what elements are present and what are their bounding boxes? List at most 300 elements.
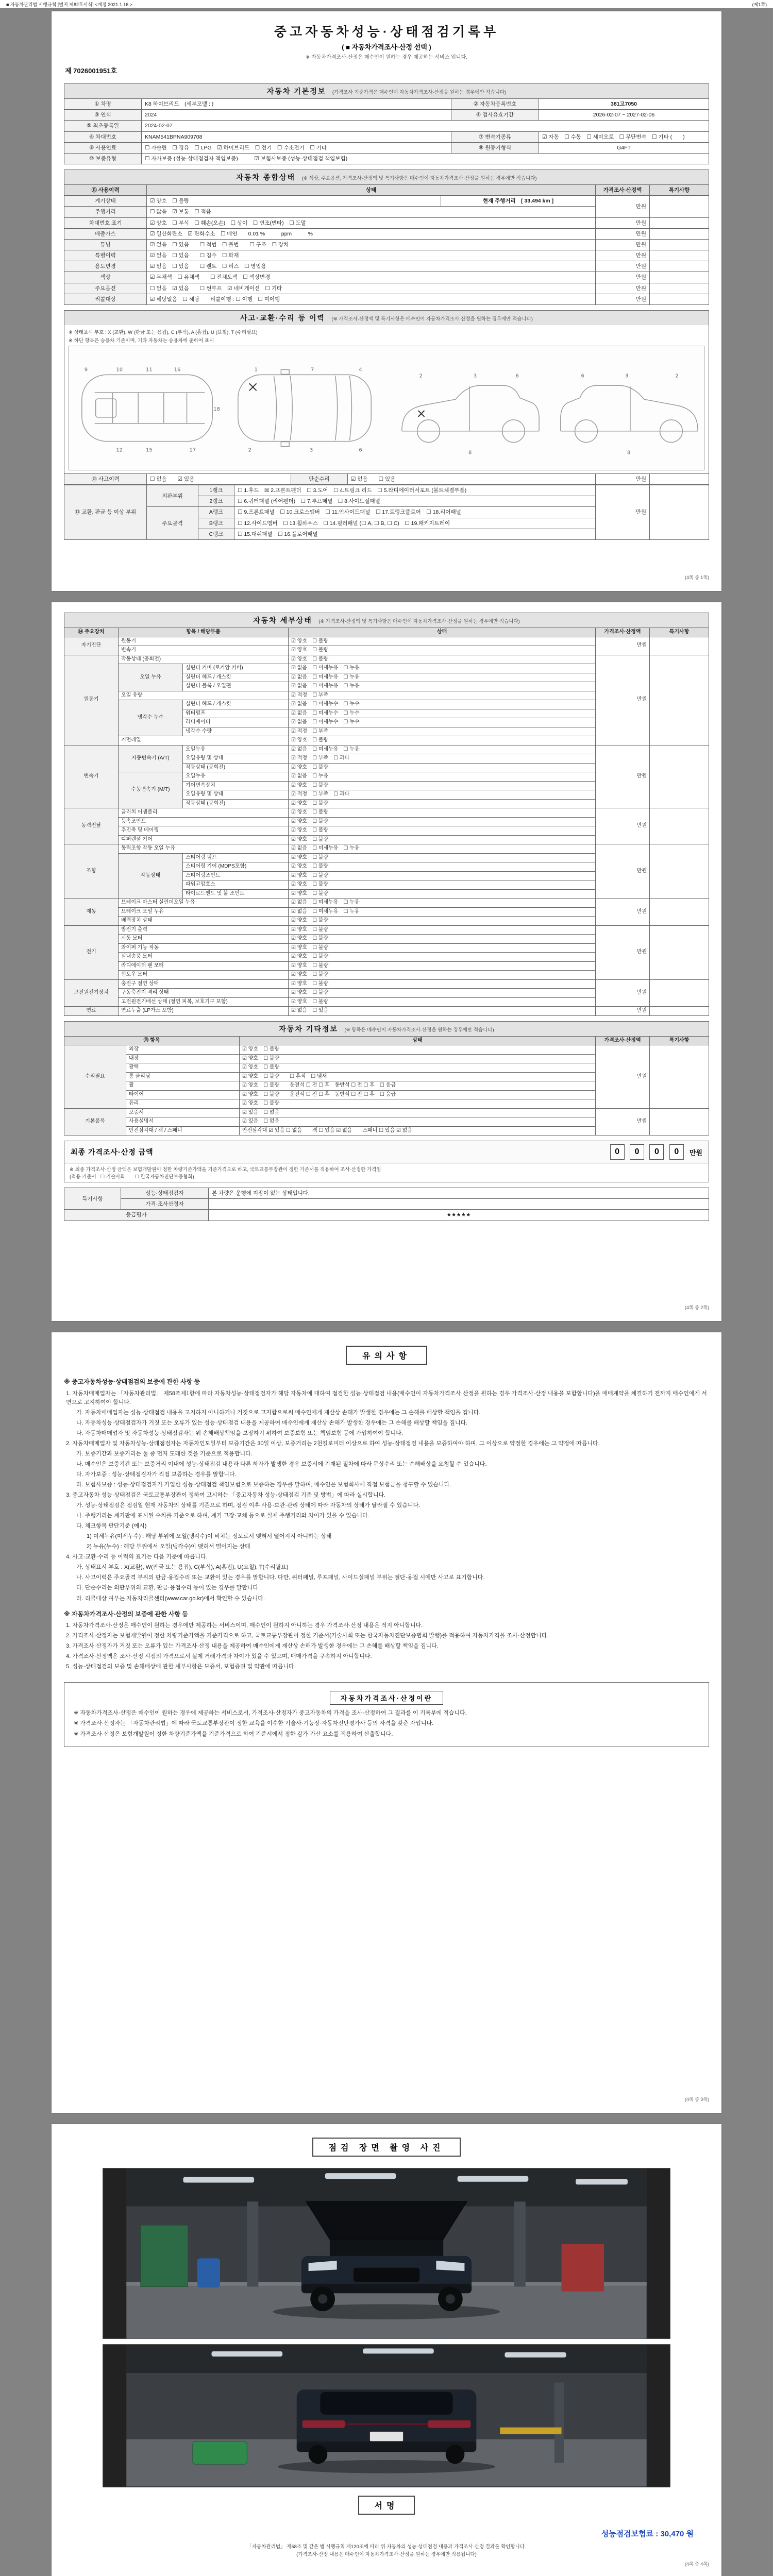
table-cell: ⑩ 보증유형 (64, 153, 142, 164)
status-code-legend: ※ 상태표시 부호 : X (교환), W (판금 또는 용접), C (부식), A (흠집), U (요철), T (수리필요) (69, 329, 258, 335)
price-basis-line-1: ※ 최종 가격조사·산정 금액은 보험개발원이 정한 차량기준가액을 기준가격으로 하고, 국토교통부장관이 정한 기준서를 적용하여 조사·산정한 가격임 (70, 1167, 381, 1173)
table-cell: 2024 (142, 110, 451, 121)
notice-line: 가. 보증기간과 보증거리는 둘 중 먼저 도래한 것을 기준으로 적용합니다. (76, 1450, 253, 1457)
page-1 (52, 11, 721, 591)
table-cell: 사용설명서 (126, 1117, 240, 1127)
right-side-view (561, 385, 698, 442)
table-cell (650, 294, 709, 304)
table-cell: 스티어링조인트 (183, 871, 289, 880)
table-cell: ☐ 자가보증 (성능·상태점검자 책임보증) ☑ 보험사보증 (성능·상태점검 책임보험) (142, 153, 709, 164)
table-cell: KNAM541BPNA909708 (142, 131, 451, 142)
table-cell: 만원 (596, 1045, 650, 1109)
table-cell: 만원 (596, 473, 650, 484)
table-cell: ☑ 해당없음 ☐ 해당 리콜이행 : ☐ 이행 ☐ 미이행 (147, 294, 596, 304)
table-cell: ☑ 없음 ☐ 미세누수 ☐ 누수 (289, 709, 596, 718)
table-cell: 만원 (596, 979, 650, 1007)
svg-text:2: 2 (675, 373, 679, 379)
table-cell: 항목 / 해당부품 (119, 628, 289, 637)
price-basis-note (64, 1163, 709, 1182)
lift-post-right (514, 2201, 526, 2286)
table-cell: 실린더 커버 (로커암 커버) (183, 664, 289, 673)
table-cell: A랭크 (198, 507, 234, 518)
table-cell: ☑ 없음 ☐ 있음 ☐ 렌트 ☐ 리스 ☐ 영업용 (147, 261, 596, 272)
table-cell: 외판부위 (147, 485, 198, 507)
table-cell: ☑ 양호 ☐ 불량 (289, 871, 596, 880)
table-cell: 동력조향 작동 오일 누유 (119, 844, 289, 854)
svg-text:4: 4 (359, 367, 362, 373)
table-cell: ☑ 무채색 ☐ 유채색 ☐ 전체도색 ☐ 색상변경 (147, 272, 596, 283)
table-cell: 주요옵션 (64, 283, 147, 294)
table-cell: 특기사항 (650, 628, 709, 637)
table-cell: 라디에이터 (183, 718, 289, 727)
table-cell: 성능·상태점검자 (121, 1188, 209, 1199)
notice-line: 다. 자가보증 : 성능·상태점검자가 직접 보증하는 경우를 말합니다. (76, 1471, 237, 1478)
notice-line: 1. 자동차가격조사·산정은 매수인이 원하는 경우에만 제공하는 서비스이며, 매수인이 원하지 아니하는 경우 가격조사·산정 내용은 적지 아니합니다. (66, 1622, 423, 1629)
notice-line: 나. 사고이력은 주요골격 부위의 판금·용접수리 또는 교환이 있는 경우를 말합니다. 다만, 쿼터패널, 루프패널, 사이드실패널 부위는 절단·용접 시에만 사고로 표기합니다. (76, 1574, 485, 1581)
blue-drum (197, 2258, 220, 2287)
yellow-lift-arm (500, 2428, 561, 2434)
svg-text:12: 12 (116, 447, 123, 453)
notice-line: 3. 가격조사·산정자가 거짓 또는 오류가 있는 가격조사·산정 내용을 제공하여 매수인에게 재산상 손해가 발생한 경우에는 그 손해를 배상할 책임을 집니다. (66, 1643, 439, 1650)
table-cell: 특별이력 (64, 250, 147, 261)
table-cell: ☑ 양호 ☐ 부식 ☐ 훼손(오손) ☐ 상이 ☐ 변조(변타) ☐ 도말 (147, 217, 596, 228)
inspection-photo-front (103, 2168, 670, 2339)
table-cell: 기어변속장치 (183, 781, 289, 790)
top-view (238, 369, 371, 446)
table-cell: 실린더 블록 / 오일팬 (183, 682, 289, 691)
svg-text:15: 15 (146, 447, 153, 453)
table-cell: ④ 검사유효기간 (451, 110, 539, 121)
table-cell: 만원 (596, 283, 650, 294)
table-cell: 만원 (596, 294, 650, 304)
table-cell (650, 473, 709, 484)
table-cell: ☑ 없음 ☐ 미세누수 ☐ 누수 (289, 700, 596, 709)
notice-line: 가. 상태표시 부호 : X(교환), W(판금 또는 용접), C(부식), A(흠집), U(요철), T(수리필요) (76, 1564, 289, 1571)
table-cell: ☑ 양호 ☐ 불량 (289, 781, 596, 790)
section-etc-note: (※ 항목은 매수인이 자동차가격조사·산정을 원하는 경우에만 적습니다) (344, 1027, 494, 1033)
notice-line: 다. 단순수리는 외판부위의 교환, 판금·용접수리 등이 있는 경우를 말합니다. (76, 1585, 260, 1591)
page-mark-1: (4쪽 중 1쪽) (684, 575, 709, 580)
table-cell: 충전구 절연 상태 (119, 979, 289, 989)
svg-text:6: 6 (581, 373, 584, 379)
svg-text:2: 2 (419, 373, 423, 379)
section-basic-title (64, 83, 709, 98)
table-cell: 상태 (289, 628, 596, 637)
table-cell: 본 차량은 운행에 지장이 없는 상태입니다. (209, 1188, 709, 1199)
svg-text:17: 17 (189, 447, 196, 453)
table-cell: 원동기 (64, 655, 119, 745)
table-cell: 보증서 (126, 1108, 240, 1117)
table-cell: 오일 누유 (119, 664, 183, 691)
table-cell: ☑ 있음 ☐ 없음 (240, 1117, 596, 1127)
table-cell: 실린더 헤드 / 개스킷 (183, 700, 289, 709)
table-cell: ☑ 양호 ☐ 불량 (289, 971, 596, 980)
table-cell: 만원 (596, 655, 650, 745)
svg-text:7: 7 (310, 367, 314, 373)
accident-history-table (64, 473, 709, 485)
section-accident-title (64, 310, 709, 325)
table-cell: 와이퍼 기능 작동 (119, 943, 289, 953)
underbody-numbers (85, 367, 220, 453)
table-cell: ☑ 없음 ☐ 있음 (289, 1007, 596, 1016)
svg-text:3: 3 (625, 373, 629, 379)
table-cell: ☑ 없음 ☐ 미세누유 ☐ 누유 (289, 682, 596, 691)
table-cell: 배출가스 (64, 228, 147, 239)
inspector-remarks-table (64, 1188, 709, 1221)
final-price-label: 최종 가격조사·산정 금액 (71, 1148, 154, 1156)
notice-line: 나. 자동차성능·상태점검자가 거짓 또는 오류가 있는 성능·상태점검 내용을 제공하여 매수인에게 재산상 손해가 발생한 경우에는 그 손해를 배상할 책임을 집니다. (76, 1419, 468, 1426)
table-cell: ☑ 양호 ☐ 불량 (289, 917, 596, 926)
table-cell: 내장 (126, 1054, 240, 1063)
table-cell: 특기사항 (64, 1188, 121, 1210)
table-cell: ⑮ 항목 (64, 1036, 240, 1045)
table-cell (650, 1045, 709, 1109)
table-cell: 색상 (64, 272, 147, 283)
left-side-view (402, 385, 539, 442)
table-cell: ⑨ 원동기형식 (451, 142, 539, 153)
table-cell (650, 283, 709, 294)
pricing-definition-box (64, 1682, 709, 1747)
table-cell: ☑ 양호 ☐ 불량 ☐ 흔적 ☐ 냄새 (240, 1072, 596, 1081)
table-cell: ② 자동차등록번호 (451, 99, 539, 110)
table-cell: 만원 (596, 1108, 650, 1136)
svg-text:16: 16 (174, 367, 181, 373)
table-cell: ☑ 양호 ☐ 불량 (289, 880, 596, 890)
table-cell: ☑ 양호 ☐ 불량 (289, 979, 596, 989)
table-cell: ☑ 양호 ☐ 불량 (289, 646, 596, 655)
table-cell: 만원 (596, 239, 650, 250)
page-4 (52, 2124, 721, 2576)
section-overall-label: 자동차 종합상태 (236, 173, 296, 182)
table-cell: 브레이크 오일 누유 (119, 907, 289, 917)
section-etc-label: 자동차 기타정보 (279, 1024, 338, 1033)
table-cell: ☐ 가솔린 ☐ 경유 ☐ LPG ☑ 하이브리드 ☐ 전기 ☐ 수소전기 ☐ 기타 (142, 142, 451, 153)
price-digit-1: 0 (610, 1144, 625, 1160)
table-cell: 파워고압호스 (183, 880, 289, 890)
section-accident-note: (※ 가격조사·산정액 및 특기사항은 매수인이 자동차가격조사·산정을 원하는 경우에만 적습니다) (331, 316, 533, 322)
table-cell: 변속기 (64, 745, 119, 808)
green-board (141, 2225, 188, 2286)
panel-exchange-table (64, 485, 709, 540)
notice-line: 나. 주행거리는 계기판에 표시된 수치를 기준으로 하며, 계기 고장·교체 등으로 실제 주행거리와 차이가 있을 수 있습니다. (76, 1513, 369, 1519)
table-cell: ⑧ 사용연료 (64, 142, 142, 153)
table-cell: ☐ 없음 ☑ 있음 ☐ 썬루프 ☑ 네비게이션 ☐ 기타 (147, 283, 596, 294)
table-cell (650, 1108, 709, 1136)
table-cell: 광택 (126, 1063, 240, 1073)
notice-line: ※ 가격조사·산정은 보험개발원이 정한 차량기준가액을 기준가격으로 하여 기준서에서 정한 감가·가산 요소를 적용하여 산출합니다. (74, 1731, 393, 1737)
table-cell: 워터펌프 (183, 709, 289, 718)
table-cell: G4FT (539, 142, 709, 153)
notice-line: 3. 중고자동차 성능·상태점검은 국토교통부장관이 정하여 고시하는 「중고자동차 성능·상태점검 기준 및 방법」에 따라 실시합니다. (66, 1492, 386, 1499)
table-cell: 주요골격 (147, 507, 198, 540)
price-digit-4: 0 (669, 1144, 684, 1160)
section-basic-note: (가격조사 기준가격은 매수인이 자동차가격조사·산정을 원하는 경우에만 적습니다) (332, 90, 507, 95)
document-canvas (0, 8, 773, 2576)
overall-condition-table (64, 184, 709, 305)
table-cell: 원동기 (119, 637, 289, 646)
notice-line: 나. 매수인은 보증기간 또는 보증거리 이내에 성능·상태점검 내용과 다른 하자가 발생한 경우 보증서에 기재된 절차에 따라 무상수리 또는 손해배상을 요청할 수 있습니다. (76, 1461, 487, 1467)
table-cell: 배력장치 상태 (119, 917, 289, 926)
svg-text:2: 2 (248, 447, 252, 453)
notice-line: 라. 리콜대상 여부는 자동차리콜센터(www.car.go.kr)에서 확인할 수 있습니다. (76, 1595, 265, 1602)
table-cell (650, 272, 709, 283)
table-cell: 주행거리 (64, 207, 147, 217)
basic-info-table (64, 98, 709, 164)
table-cell: ☑ 없음 ☐ 있음 ☐ 적법 ☐ 불법 ☐ 구조 ☐ 장치 (147, 239, 596, 250)
table-cell: ⑪ 사용이력 (64, 185, 147, 196)
table-cell: 전기 (64, 925, 119, 979)
table-cell: ☑ 양호 ☐ 불량 (240, 1054, 596, 1063)
table-cell: ☑ 양호 ☐ 불량 (289, 862, 596, 872)
table-cell: 고전원전기배선 상태 (절연 피복, 보호기구 포함) (119, 997, 289, 1007)
table-cell: 실린더 헤드 / 개스킷 (183, 673, 289, 682)
table-cell: 오일누유 (183, 745, 289, 754)
table-cell: ☐ 9.프론트패널 ☐ 10.크로스멤버 ☐ 11.인사이드패널 ☐ 17.트렁크플로어 ☐ 18.리어패널 (234, 507, 596, 518)
svg-text:8: 8 (627, 450, 631, 456)
table-cell: 기본품목 (64, 1108, 126, 1136)
document-header (64, 22, 709, 60)
table-cell (650, 979, 709, 1007)
table-cell: ☑ 없음 ☐ 있음 ☐ 침수 ☐ 화재 (147, 250, 596, 261)
lift-post (554, 2383, 564, 2463)
table-cell: 스티어링 펌프 (183, 853, 289, 862)
table-cell: 동력전달 (64, 808, 119, 844)
svg-text:11: 11 (146, 367, 153, 373)
table-cell: 가격조사·산정액 (596, 1036, 650, 1045)
table-cell: 유리 (126, 1099, 240, 1109)
table-cell: ☑ 없음 ☐ 미세누유 ☐ 누유 (289, 844, 596, 854)
license-plate-rear (370, 2432, 403, 2441)
vehicle-damage-diagram (69, 346, 704, 470)
table-cell: 변속기 (119, 646, 289, 655)
table-cell: ☑ 없음 ☐ 있음 (348, 473, 596, 484)
table-cell: 만원 (596, 1007, 650, 1016)
table-cell: ☐ 1.후드 ☒ 2.프론트펜더 ☐ 3.도어 ☐ 4.트렁크 리드 ☐ 5.라디에이터서포트 (볼트체결부품) (234, 485, 596, 496)
table-cell (650, 228, 709, 239)
table-cell: ☐ 없음 ☑ 있음 (147, 473, 291, 484)
document-title: 중고자동차성능·상태점검기록부 (274, 25, 499, 39)
table-cell: 상태 (240, 1036, 596, 1045)
svg-text:9: 9 (84, 367, 88, 373)
table-cell: 만원 (596, 808, 650, 844)
table-cell (650, 196, 709, 217)
table-cell: ☑ 없음 ☐ 미세누수 ☐ 누수 (289, 718, 596, 727)
table-cell: ☑ 양호 ☐ 불량 (240, 1063, 596, 1073)
green-plate-board (193, 2442, 247, 2464)
svg-text:18: 18 (213, 406, 220, 412)
table-cell: 구동축전지 격리 상태 (119, 989, 289, 998)
document-subtitle: ( ■ 자동차가격조사·산정 선택 ) (342, 43, 431, 51)
section-overall-title (64, 170, 709, 184)
table-cell: 만원 (596, 637, 650, 655)
price-digit-2: 0 (630, 1144, 644, 1160)
table-cell: 오일유량 및 상태 (183, 790, 289, 800)
table-cell (209, 1199, 709, 1210)
page-mark-2: (4쪽 중 2쪽) (684, 1305, 709, 1310)
table-cell: 만원 (596, 250, 650, 261)
table-cell: ☑ 양호 ☐ 불량 (289, 961, 596, 971)
table-cell: 디퍼렌셜 기어 (119, 835, 289, 844)
table-cell: C랭크 (198, 529, 234, 539)
pricing-definition-title: 자동차가격조사·산정이란 (330, 1691, 443, 1705)
fee-label: 성능점검보험료 : (601, 2529, 659, 2538)
table-cell: 자동변속기 (A/T) (119, 745, 183, 772)
table-cell: 차대번호 표기 (64, 217, 147, 228)
table-cell: 오일누유 (183, 772, 289, 782)
table-cell (650, 250, 709, 261)
table-cell: 라디에이터 팬 모터 (119, 961, 289, 971)
table-cell: 특기사항 (650, 1036, 709, 1045)
table-cell: ⑦ 변속기종류 (451, 131, 539, 142)
section-accident-label: 사고·교환·수리 등 이력 (240, 313, 325, 322)
table-cell: 발전기 출력 (119, 925, 289, 935)
table-cell: ☐ 많음 ☑ 보통 ☐ 적음 (147, 207, 596, 217)
form-reference: ■ 자동차관리법 시행규칙 [별지 제82호서식] <개정 2021.1.16.> (6, 2, 132, 7)
notice-line: 1) 미세누유(미세누수) : 해당 부위에 오일(냉각수)이 비치는 정도로서 맺혀서 떨어지지 아니하는 상태 (87, 1533, 332, 1540)
table-cell: 381고7050 (539, 99, 709, 110)
table-cell: ☑ 양호 ☐ 불량 (289, 763, 596, 772)
table-cell: ☑ 양호 ☐ 불량 (289, 953, 596, 962)
notice-line: ※ 자동차가격조사·산정은 매수인이 원하는 경우에 제공하는 서비스로서, 가격조사·산정자가 중고자동차의 가격을 조사·산정하여 그 결과를 이 기록부에 적습니다. (74, 1710, 467, 1717)
table-cell (650, 485, 709, 540)
table-cell: 계기상태 (64, 196, 147, 207)
section-overall-note: (※ 색상, 주요옵션, 가격조사·산정액 및 특기사항은 매수인이 자동차가격조사·산정을 원하는 경우에만 적습니다) (301, 176, 537, 182)
table-cell: 작동상태 (공회전) (119, 655, 289, 664)
table-cell: ③ 연식 (64, 110, 142, 121)
price-digit-3: 0 (649, 1144, 664, 1160)
svg-text:8: 8 (468, 450, 472, 456)
table-cell: 윈도우 모터 (119, 971, 289, 980)
table-cell: 오일 유량 (119, 691, 289, 700)
table-cell: ☑ 양호 ☐ 불량 (289, 799, 596, 808)
table-cell: 만원 (596, 899, 650, 926)
final-price-row (64, 1141, 709, 1163)
notice-line: 라. 보험사보증 : 성능·상태점검자가 가입한 성능·상태점검 책임보험으로 보증하는 경우를 말하며, 매수인은 보험회사에 직접 보험금을 청구할 수 있습니다. (76, 1482, 451, 1488)
table-cell: 튜닝 (64, 239, 147, 250)
notices-list (64, 1371, 709, 1673)
table-cell: ⑫ 사고이력 (64, 473, 147, 484)
table-cell: 실내송풍 모터 (119, 953, 289, 962)
table-cell: ☑ 적정 ☐ 부족 (289, 727, 596, 736)
document-note: ※ 자동차가격조사·산정은 매수인이 원하는 경우 제공하는 서비스 입니다. (305, 55, 468, 60)
table-cell: 단순수리 (291, 473, 348, 484)
table-cell: ☑ 일산화탄소 ☑ 탄화수소 ☐ 매연 0.01 % ppm % (147, 228, 596, 239)
table-cell: 제동 (64, 899, 119, 926)
table-cell: 연료 (64, 1007, 119, 1016)
form-reference-bar (0, 0, 773, 8)
notice-line: ※ 자동차가격조사·산정의 보증에 관한 사항 등 (64, 1610, 188, 1618)
table-cell: 휠 (126, 1081, 240, 1091)
final-price-digits (609, 1144, 685, 1160)
table-cell: ⑭ 주요장치 (64, 628, 119, 637)
table-cell: ☑ 양호 ☐ 불량 (289, 935, 596, 944)
page-mark-4: (4쪽 중 4쪽) (684, 2562, 709, 2567)
table-cell: ☑ 양호 ☐ 불량 (289, 835, 596, 844)
notice-line: 5. 성능·상태점검의 보증 및 손해배상에 관한 세부사항은 보증서, 보험증권 및 약관에 따릅니다. (66, 1664, 296, 1670)
table-cell: ☑ 양호 ☐ 불량 (240, 1045, 596, 1055)
table-cell (650, 899, 709, 926)
section-etc-title (64, 1021, 709, 1036)
table-cell: ★★★★★ (209, 1210, 709, 1221)
notice-line: 2. 자동차매매업자 및 자동차성능·상태점검자는 자동차인도일부터 보증기간은 30일 이상, 보증거리는 2천킬로미터 이상으로 하여 성능·상태점검 내용을 보증하여야 하며, 그 이상으로 약정한 경우에는 그 약정에 따릅니다. (66, 1440, 600, 1447)
table-cell: 룸 클리닝 (126, 1072, 240, 1081)
table-cell: 작동상태 (119, 853, 183, 899)
table-cell: ☑ 양호 ☐ 불량 (289, 925, 596, 935)
table-cell: 만원 (596, 844, 650, 899)
table-cell: ☑ 양호 ☐ 불량 (289, 655, 596, 664)
table-cell (650, 261, 709, 272)
table-cell: 상태 (147, 185, 596, 196)
table-cell: ☑ 양호 ☐ 불량 (289, 943, 596, 953)
notice-line: 1. 자동차매매업자는 「자동차관리법」 제58조제1항에 따라 자동차성능·상태점검자가 해당 자동차에 대하여 점검한 성능·상태점검 내용(매수인이 자동차가격조사·산정을 원하는 경우 가격조사·산정 내용을 포함합니다)을 매매계약을 체결하기 전까지 매수인에게 서면으로 고지하여야 합니다. (66, 1390, 707, 1405)
notice-line: 4. 가격조사·산정액은 조사·산정 시점의 가격으로서 실제 거래가격과 차이가 있을 수 있으며, 매매가격을 구속하지 아니합니다. (66, 1653, 372, 1660)
table-cell: 등속조인트 (119, 817, 289, 826)
table-cell: ☑ 적정 ☐ 부족 ☐ 과다 (289, 754, 596, 764)
table-cell: 만원 (596, 485, 650, 540)
notice-line: 가. 자동차매매업자는 성능·상태점검 내용을 고지하지 아니하거나 거짓으로 고지함으로써 매수인에게 재산상 손해가 발생한 경우에는 그 손해를 배상할 책임을 집니다. (76, 1409, 481, 1416)
table-cell: 만원 (596, 228, 650, 239)
pricing-definition-list (72, 1709, 701, 1738)
svg-text:6: 6 (359, 447, 362, 453)
notice-line: ※ 가격조사·산정자는 「자동차관리법」에 따라 국토교통부장관이 정한 교육을 이수한 기술사·기능장·자동차진단평가사 등의 자격을 갖춘 자입니다. (74, 1720, 434, 1727)
accident-diagram-area (64, 325, 709, 473)
table-cell: 클러치 어셈블리 (119, 808, 289, 818)
page-3 (52, 1332, 721, 2113)
table-cell: 시동 모터 (119, 935, 289, 944)
sign-title: 서명 (358, 2496, 415, 2515)
table-cell: 안전삼각대 / 잭 / 스패너 (126, 1126, 240, 1136)
table-cell: ☑ 양호 ☐ 불량 (289, 853, 596, 862)
table-cell: ☑ 없음 ☐ 미세누유 ☐ 누유 (289, 907, 596, 917)
table-cell: 만원 (596, 196, 650, 217)
table-cell: B랭크 (198, 518, 234, 529)
notice-line: 다. 체크항목 판단기준 (예시) (76, 1523, 147, 1530)
svg-text:3: 3 (473, 373, 477, 379)
legal-confirmation-line-2: (가격조사·산정 내용은 매수인이 자동차가격조사·산정을 원하는 경우에만 적용됩니다) (296, 2551, 477, 2557)
table-cell: 타이로드엔드 및 볼 조인트 (183, 889, 289, 899)
vehicle-type-legend: ※ 하단 항목은 승용차 기준이며, 기타 자동차는 승용차에 준하여 표시 (69, 337, 214, 344)
section-detail-note: (※ 가격조사·산정액 및 특기사항은 매수인이 자동차가격조사·산정을 원하는 경우에만 적습니다) (318, 619, 520, 624)
page-2 (52, 602, 721, 1321)
table-cell: ☐ 6.쿼터패널 (리어펜더) ☐ 7.루프패널 ☐ 8.사이드실패널 (234, 496, 596, 507)
table-cell: 2랭크 (198, 496, 234, 507)
notice-line: ※ 중고자동차성능·상태점검의 보증에 관한 사항 등 (64, 1378, 200, 1385)
table-cell: ☑ 적정 ☐ 부족 ☐ 과다 (289, 790, 596, 800)
table-cell: ☐ 15.대쉬패널 ☐ 16.플로어패널 (234, 529, 596, 539)
table-cell: 안전삼각대 ☑ 있음 ☐ 없음 잭 ☐ 있음 ☑ 없음 스패너 ☐ 있음 ☑ 없음 (240, 1126, 596, 1136)
etc-info-table (64, 1036, 709, 1136)
table-cell: 수리필요 (64, 1045, 126, 1109)
table-cell: ⑤ 최초등록일 (64, 121, 142, 131)
table-cell: 용도변경 (64, 261, 147, 272)
table-cell: 현재 주행거리 [ 33,494 km ] (441, 196, 595, 207)
table-cell: 냉각수 누수 (119, 700, 183, 736)
table-cell: 가격·조사산정자 (121, 1199, 209, 1210)
table-cell: 가격조사·산정액 (596, 185, 650, 196)
section-detail-title (64, 613, 709, 628)
table-cell: ☑ 없음 ☐ 미세누유 ☐ 누유 (289, 664, 596, 673)
table-cell: 만원 (596, 272, 650, 283)
table-cell: 고전원전기장치 (64, 979, 119, 1007)
exchange-mark-side-view (418, 411, 425, 417)
photos-title: 점검 장면 촬영 사진 (312, 2138, 461, 2157)
notice-line: 2) 누유(누수) : 해당 부위에서 오일(냉각수)이 맺혀서 떨어지는 상태 (87, 1544, 250, 1550)
table-cell: 조향 (64, 844, 119, 899)
table-cell: 1랭크 (198, 485, 234, 496)
table-cell: 2026-02-07 ~ 2027-02-06 (539, 110, 709, 121)
table-cell: ☑ 없음 ☐ 누유 (289, 772, 596, 782)
notice-line: 4. 사고·교환·수리 등 이력의 표기는 다음 기준에 따릅니다. (66, 1554, 208, 1561)
